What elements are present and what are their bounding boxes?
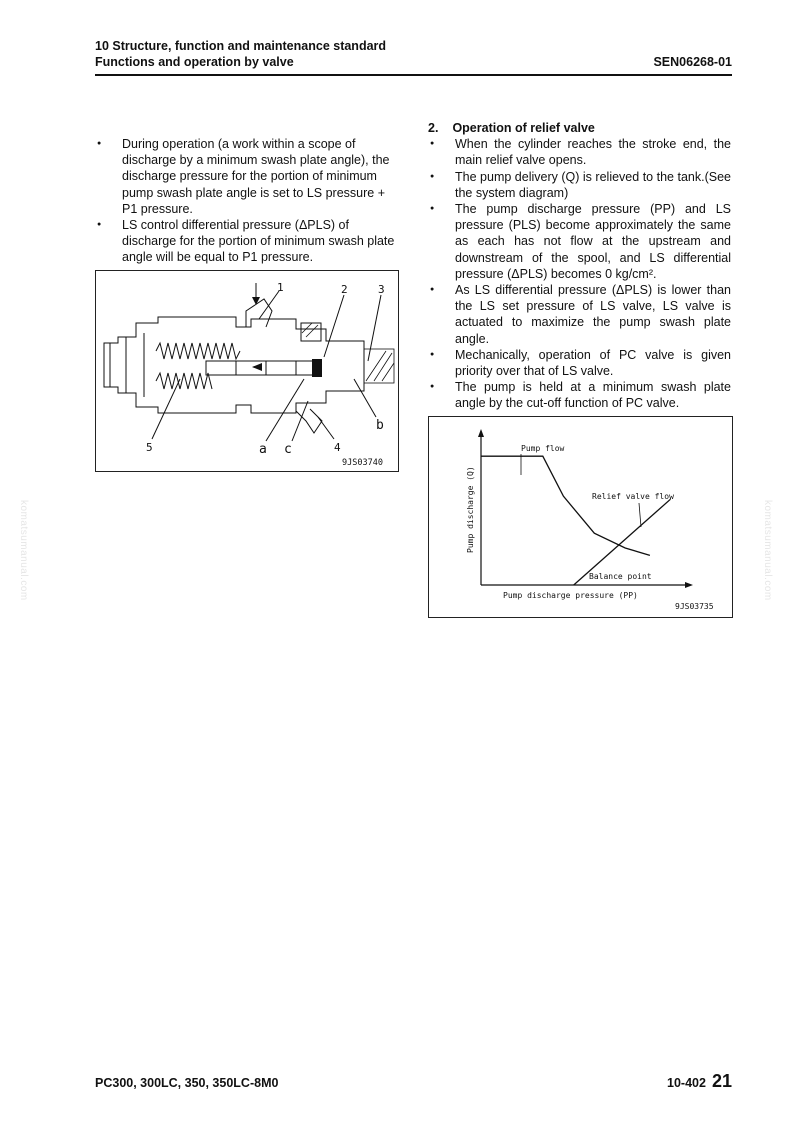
chart-code: 9JS03735 <box>675 602 714 611</box>
leader-relief-valve-flow <box>639 503 641 527</box>
legend-pump-flow: Pump flow <box>521 444 565 453</box>
y-axis-label: Pump discharge (Q) <box>466 466 475 553</box>
page-number-block <box>667 1071 732 1092</box>
watermark-right: komatsumanual.com <box>762 500 773 601</box>
page-code: 10-402 <box>667 1076 706 1090</box>
header-subsection: Functions and operation by valve <box>95 55 294 69</box>
left-column <box>95 136 397 266</box>
balance-point-label: Balance point <box>589 572 652 581</box>
right-column <box>428 120 731 412</box>
callout-3: 3 <box>378 283 385 296</box>
callout-c: c <box>284 442 292 457</box>
callout-5: 5 <box>146 441 153 454</box>
section-heading <box>428 120 731 136</box>
callout-4: 4 <box>334 441 341 454</box>
header-section: 10 Structure, function and maintenance standard <box>95 39 387 53</box>
list-item: ● During operation (a work within a scope of discharge by a minimum swash plate angle), the discharge pressure for the portion of minimum pump swash plate angle is set to LS pressure + P1 pressure. <box>95 136 397 217</box>
list-item: ● LS control differential pressure (ΔPLS) of discharge for the portion of minimum swash plate angle will be equal to P1 pressure. <box>95 217 397 266</box>
header-rule <box>95 74 732 76</box>
list-item: ● The pump discharge pressure (PP) and LS pressure (PLS) become approximately the same as each has not flow at the upstream and downstream of the spool, and LS differential pressure (ΔPLS) becomes 0 kg/cm². <box>428 201 731 282</box>
watermark-left: komatsumanual.com <box>18 500 29 601</box>
relief-chart <box>429 417 732 617</box>
callout-2: 2 <box>341 283 348 296</box>
valve-section-drawing <box>96 271 398 471</box>
valve-section-figure <box>95 270 399 472</box>
doc-code: SEN06268-01 <box>653 55 732 69</box>
model-list: PC300, 300LC, 350, 350LC-8M0 <box>95 1076 279 1090</box>
legend-relief-valve-flow: Relief valve flow <box>592 492 674 501</box>
list-item: ● As LS differential pressure (ΔPLS) is lower than the LS set pressure of LS valve, LS valve is actuated to maximize the pump swash plate angle. <box>428 282 731 347</box>
callout-b: b <box>376 418 384 433</box>
list-item: ● The pump is held at a minimum swash plate angle by the cut-off function of PC valve. <box>428 379 731 411</box>
page-header <box>95 38 732 70</box>
list-item: ● When the cylinder reaches the stroke end, the main relief valve opens. <box>428 136 731 168</box>
x-axis-label: Pump discharge pressure (PP) <box>503 591 638 600</box>
list-item: ● The pump delivery (Q) is relieved to the tank.(See the system diagram) <box>428 169 731 201</box>
callout-a: a <box>259 442 267 457</box>
page-number: 21 <box>711 1071 732 1091</box>
x-axis-arrow <box>685 582 693 588</box>
list-item: ● Mechanically, operation of PC valve is given priority over that of LS valve. <box>428 347 731 379</box>
page-footer <box>95 1071 732 1092</box>
figure-code: 9JS03740 <box>342 458 383 468</box>
y-axis-arrow <box>478 429 484 437</box>
section-number: 2. <box>428 121 439 135</box>
section-title: Operation of relief valve <box>452 121 595 135</box>
relief-chart-figure <box>428 416 733 618</box>
callout-1: 1 <box>277 281 284 294</box>
